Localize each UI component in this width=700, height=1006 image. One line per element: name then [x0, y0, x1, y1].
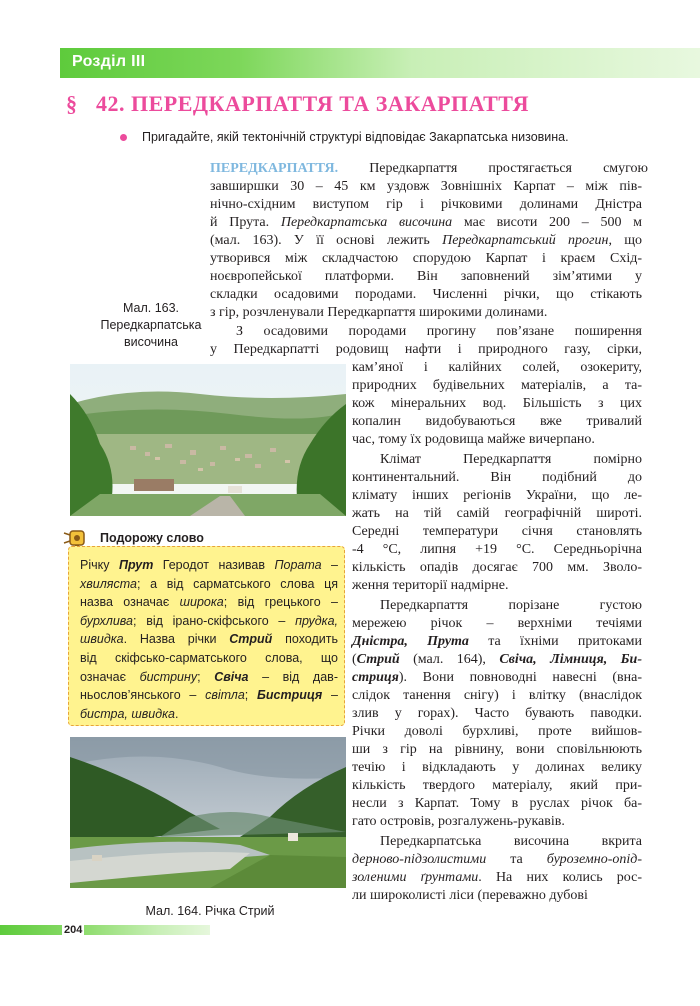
text-line: [352, 541, 642, 559]
text-line: [352, 687, 642, 705]
text-line: [80, 705, 338, 724]
text-run: клімату інших регіонів України, що ле-: [352, 488, 642, 503]
text-run: утворився між складчастою спорудою Карпат і краєм Схід-: [210, 251, 642, 266]
text-run: континентальний. Він подібний до: [352, 470, 642, 485]
text-run: Середні температури січня становлять: [352, 524, 642, 539]
text-line: [352, 577, 642, 595]
text-run: ). Вони повноводні навесні (вна-: [398, 670, 642, 685]
text-run: Дністра, Прута: [352, 634, 469, 649]
text-line: [80, 556, 338, 575]
page-title: [66, 91, 686, 121]
text-run: кож мінеральних вод. Більшість з цих: [352, 396, 642, 411]
text-run: походить: [272, 632, 339, 647]
text-run: Річку: [80, 558, 119, 572]
text-line: [352, 777, 642, 795]
text-run: ; від грецького –: [223, 595, 338, 610]
text-line: [352, 413, 642, 431]
caption-line: височина: [123, 335, 179, 349]
text-run: Річки доволі бурхливі, проте вийшов-: [352, 724, 642, 739]
text-run: природних будівельних матеріалів, а та-: [352, 378, 642, 393]
recall-question: [120, 130, 690, 150]
text-run: та їхніми притоками: [468, 634, 643, 649]
caption-line: Передкарпатська: [100, 318, 202, 332]
text-line: [380, 833, 642, 851]
figure-164-caption: Мал. 164. Річка Стрий: [145, 904, 275, 918]
text-run: Клімат Передкарпаття помірно: [380, 452, 642, 467]
section-label: Розділ III: [72, 53, 146, 70]
text-run: з гір, розчленували Передкарпаття широкими долинами.: [210, 305, 548, 320]
text-line: [80, 593, 338, 612]
text-line: [380, 451, 642, 469]
text-run: (мал. 164),: [399, 652, 500, 667]
text-line: [210, 250, 642, 268]
text-run: . Назва річки: [123, 632, 230, 647]
text-run: Передкарпаття порізане густою: [380, 598, 642, 613]
text-run: хвиляста: [80, 576, 137, 591]
text-line: [352, 615, 642, 633]
text-line: [352, 723, 642, 741]
text-run: означає: [80, 669, 140, 684]
text-line: [80, 612, 338, 631]
text-run: –: [322, 688, 338, 703]
text-run: Передкарпатський прогин: [442, 233, 609, 248]
text-line: [352, 795, 642, 813]
text-line: [352, 813, 642, 831]
text-line: [352, 887, 642, 905]
text-run: ньослов’янського –: [80, 688, 206, 703]
text-line: [80, 686, 338, 705]
text-line: [352, 669, 642, 687]
text-line: [352, 523, 642, 541]
text-run: течію і відкладають у долинах велику: [352, 760, 642, 775]
text-run: ли широколисті ліси (переважно дубові: [352, 888, 588, 903]
section-header-bar: [60, 48, 700, 78]
text-run: Передкарпатська височина: [280, 215, 453, 230]
text-line: [210, 160, 648, 178]
text-run: кількість твердого матеріалу, який при-: [352, 778, 642, 793]
text-run: Передкарпатська височина вкрита: [380, 834, 642, 849]
text-line: [236, 323, 642, 341]
text-run: світла: [205, 688, 245, 703]
text-line: [352, 851, 642, 869]
text-line: [80, 649, 338, 668]
text-run: ноєвропейської платформи. Він заповнений зім’ятими у: [210, 269, 642, 284]
text-run: ; а від сарматського слова ця: [136, 576, 338, 591]
text-run: ;: [244, 688, 258, 703]
text-run: завширшки 30 – 45 км уздовж Зовнішніх Карпат – між пів-: [210, 179, 642, 194]
text-run: жать на тій самій географічній широті.: [352, 506, 642, 521]
text-run: несли з Карпат. Тому в руслах річок ба-: [352, 796, 642, 811]
text-run: назва означає: [80, 595, 180, 610]
text-run: Передкарпаття простягається смугою: [338, 161, 648, 176]
text-line: [352, 395, 642, 413]
text-run: З осадовими породами прогину пов’язане поширення: [236, 324, 642, 339]
text-run: буроземно-опід-: [546, 852, 642, 867]
text-line: [210, 178, 642, 196]
text-run: слідок танення снігу) і влітку (внаслідок: [352, 688, 642, 703]
text-run: складки осадовими породами. Численні річки, що стікають: [210, 287, 642, 302]
text-line: [352, 869, 642, 887]
text-run: у Передкарпатті родовищ нафти і природного газу, сірки,: [210, 342, 642, 357]
text-run: Свіча: [214, 669, 249, 684]
footer-bar: [0, 925, 210, 935]
text-line: [352, 431, 642, 449]
text-line: [80, 575, 338, 594]
text-line: [352, 705, 642, 723]
text-run: бистрину: [139, 669, 198, 684]
text-run: золеними ґрунтами: [352, 870, 479, 885]
text-run: Пората: [274, 558, 322, 572]
foothills-photo: [70, 364, 346, 516]
text-line: [210, 286, 642, 304]
text-run: дерново-підзолистими: [352, 852, 487, 867]
text-run: час, тому їх родовища майже вичерпано.: [352, 432, 595, 447]
text-run: Геродот називав: [153, 558, 275, 572]
text-line: [352, 633, 642, 651]
text-run: ПЕРЕДКАРПАТТЯ.: [210, 161, 339, 176]
text-line: [80, 668, 338, 687]
title-text: 42. ПЕРЕДКАРПАТТЯ ТА ЗАКАРПАТТЯ: [96, 91, 529, 116]
text-run: прудка,: [295, 613, 338, 628]
text-line: [210, 304, 642, 322]
text-run: кількість опадів досягає 700 мм. Зволо-: [352, 560, 642, 575]
text-run: бурхлива: [80, 613, 133, 628]
text-line: [352, 377, 642, 395]
text-line: [352, 759, 642, 777]
text-line: [352, 359, 642, 377]
text-run: бистра, швидка: [80, 706, 175, 721]
text-run: –: [321, 558, 338, 572]
page-number: 204: [64, 924, 83, 936]
text-run: ження території надмірне.: [352, 578, 509, 593]
text-run: стриця: [352, 670, 399, 685]
river-photo: [70, 737, 346, 888]
text-run: – від дав-: [248, 669, 338, 684]
wordbox-title: Подорожу слово: [100, 531, 204, 545]
caption-line: Мал. 163.: [122, 301, 180, 315]
text-run: Свіча, Лімниця, Би-: [499, 652, 642, 667]
text-run: мережею річок – верхніми течіями: [352, 616, 642, 631]
text-run: (: [352, 652, 357, 667]
text-run: .: [174, 706, 179, 721]
text-line: [210, 341, 642, 359]
text-line: [210, 214, 642, 232]
text-run: ; від ірано-скіфського –: [133, 613, 296, 628]
text-run: ши з гір на рівнину, вони сповільнюють: [352, 742, 642, 757]
text-line: [80, 630, 338, 649]
text-run: має висоти 200 – 500 м: [452, 215, 643, 230]
text-run: й Прута.: [210, 215, 281, 230]
text-line: [352, 487, 642, 505]
text-run: Бистриця: [257, 688, 323, 703]
text-run: ;: [197, 669, 215, 684]
text-run: . На них колись рос-: [478, 870, 642, 885]
bullet-icon: [120, 134, 127, 141]
text-line: [352, 651, 642, 669]
text-run: Прут: [118, 558, 154, 572]
paragraph-symbol: §: [66, 91, 78, 116]
text-run: (мал. 163). У її основі лежить: [210, 233, 443, 248]
text-line: [352, 741, 642, 759]
text-run: швидка: [80, 632, 124, 647]
text-run: широка: [179, 595, 224, 610]
text-line: [352, 559, 642, 577]
text-run: Стрий: [356, 652, 400, 667]
text-line: [352, 505, 642, 523]
text-run: злив у горах). Часто бувають паводки.: [352, 706, 642, 721]
text-run: , що: [608, 233, 643, 248]
text-run: -4 °С, липня +19 °С. Середньорічна: [352, 542, 642, 557]
text-line: [210, 196, 642, 214]
text-line: [210, 232, 642, 250]
text-run: гато островів, розгалужень-рукавів.: [352, 814, 565, 829]
text-run: копалин видобуваються вже тривалий: [352, 414, 642, 429]
text-run: Стрий: [229, 632, 273, 647]
text-line: [210, 268, 642, 286]
figure-163-caption: [96, 300, 206, 351]
text-run: кам’яної і калійних солей, озокериту,: [352, 360, 642, 375]
text-run: та: [486, 852, 547, 867]
text-line: [352, 469, 642, 487]
question-text: Пригадайте, якій тектонічній структурі відповідає Закарпатська низовина.: [142, 130, 569, 144]
text-run: нічно-східним виступом гір і річковими долинами Дністра: [210, 197, 642, 212]
text-line: [380, 597, 642, 615]
text-run: від скіфсько-сарматського слова, що: [80, 651, 338, 665]
